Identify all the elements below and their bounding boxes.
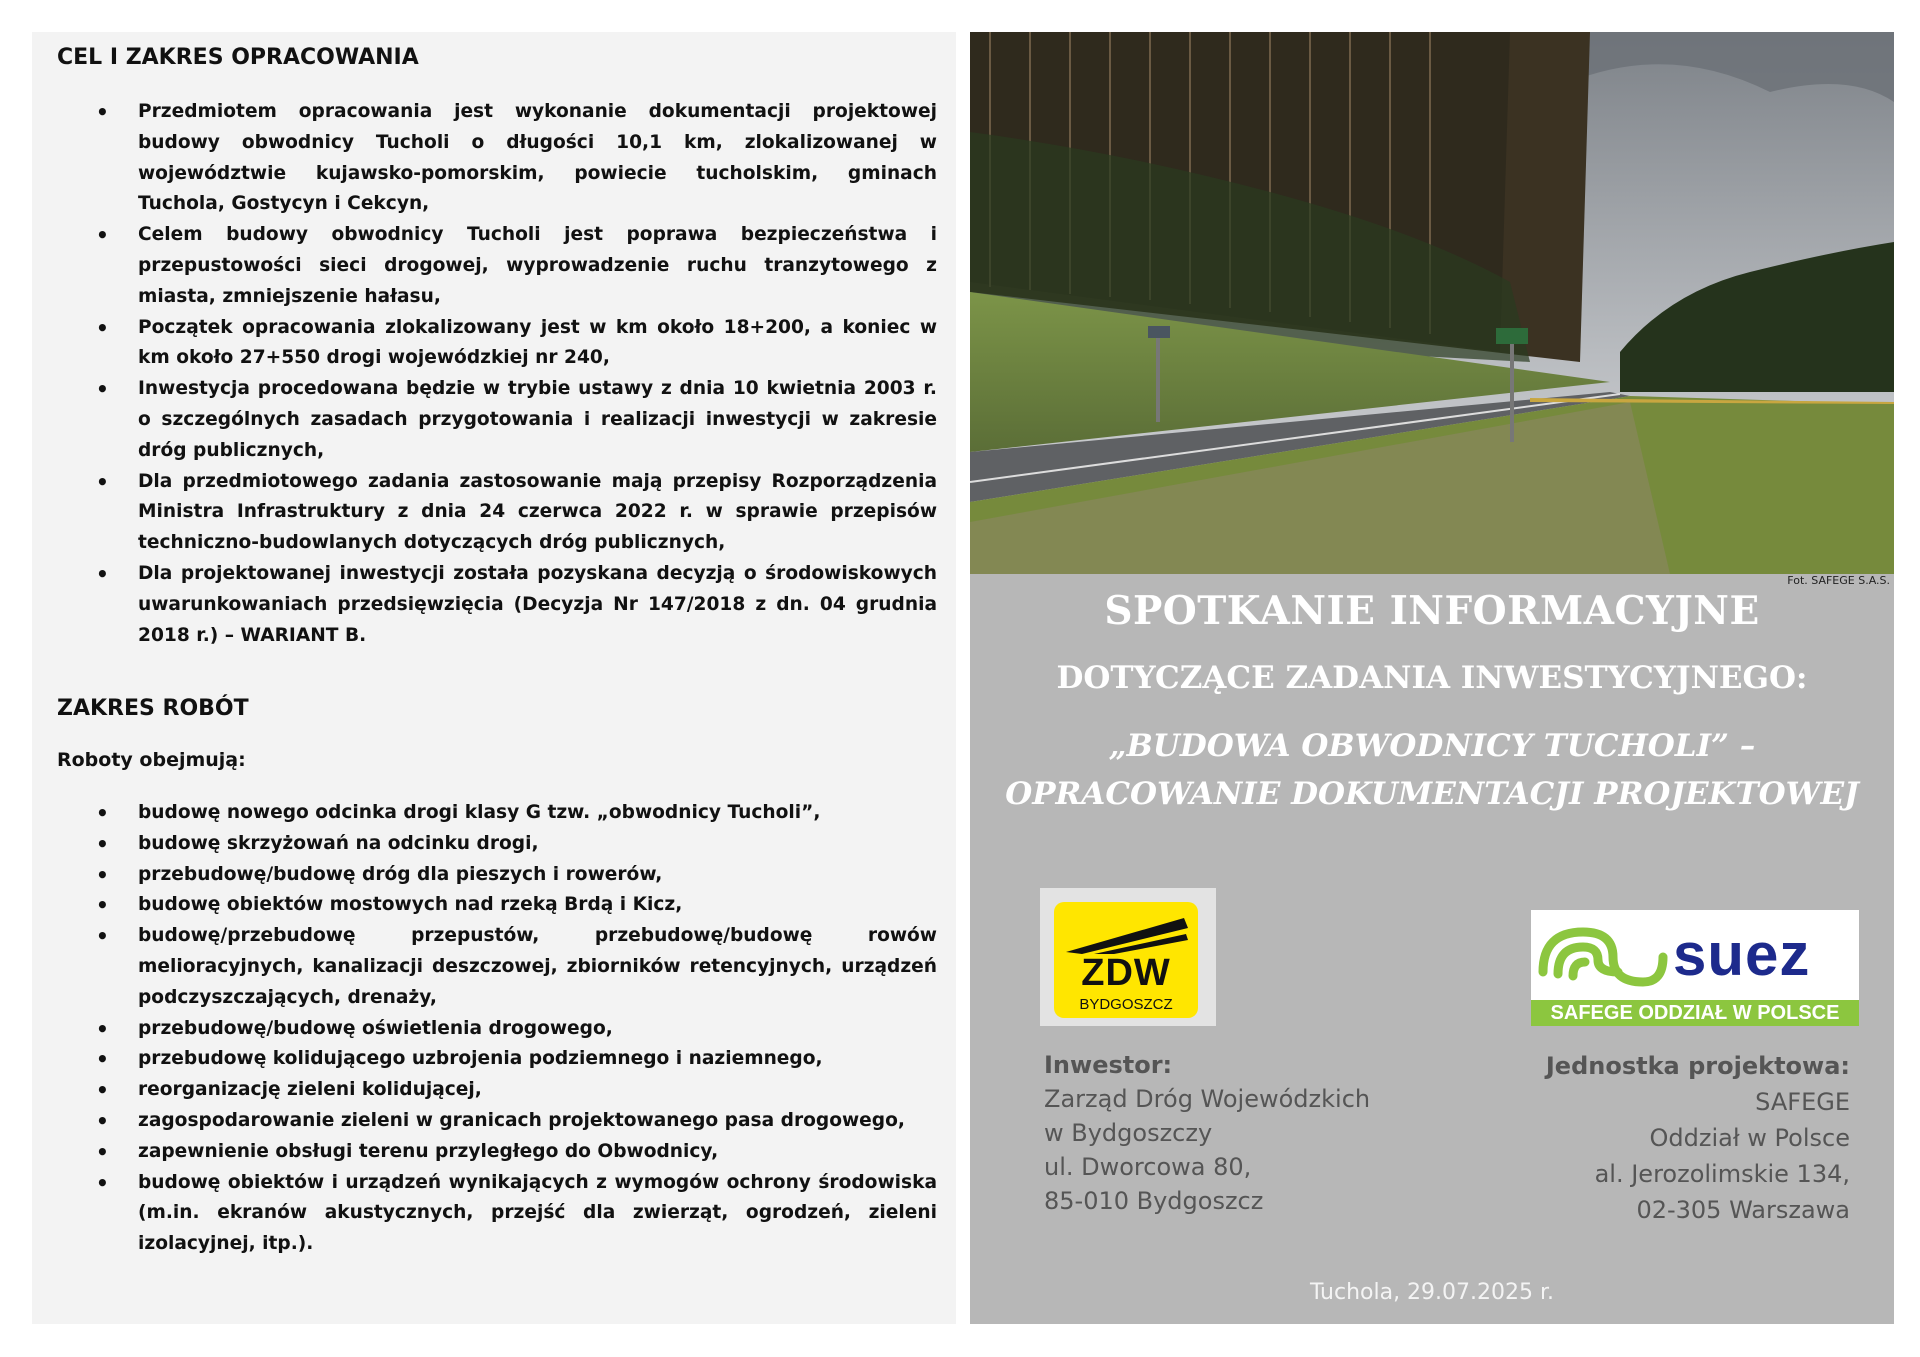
bullet-item: • przebudowę/budowę oświetlenia drogowego,	[32, 1014, 937, 1045]
zdw-logo-text: ZDW	[1081, 952, 1171, 994]
designer-heading: Jednostka projektowa:	[1545, 1052, 1850, 1080]
photo-caption: Fot. SAFEGE S.A.S.	[1787, 574, 1890, 587]
road-photo-illustration	[970, 32, 1894, 574]
bullet-item: • zapewnienie obsługi terenu przyległego do Obwodnicy,	[32, 1137, 937, 1168]
investor-line: 85-010 Bydgoszcz	[1044, 1187, 1264, 1215]
investor-line: w Bydgoszczy	[1044, 1119, 1213, 1147]
designer-line: al. Jerozolimskie 134,	[1594, 1160, 1850, 1188]
title-project: „BUDOWA OBWODNICY TUCHOLI” – OPRACOWANIE DOKUMENTACJI PROJEKTOWEJ	[1005, 728, 1859, 812]
investor-heading: Inwestor:	[1044, 1051, 1173, 1079]
bullet-item: • Dla przedmiotowego zadania zastosowanie mają przepisy Rozporządzenia Ministra Infrastruktury z dnia 24 czerwca 2022 r. w sprawie przepisów techniczno-budowlanych dotyczących dróg publicznych,	[32, 467, 937, 559]
bullet-item: • przebudowę/budowę dróg dla pieszych i rowerów,	[32, 860, 937, 891]
bullet-item: • budowę obiektów i urządzeń wynikających z wymogów ochrony środowiska (m.in. ekranów akustycznych, przejść dla zwierząt, ogrodzeń, zieleni izolacyjnej, itp.).	[32, 1168, 937, 1260]
bullet-item: • Dla projektowanej inwestycji została pozyskana decyzją o środowiskowych uwarunkowaniach przedsięwzięcia (Decyzja Nr 147/2018 z dn. 04 grudnia 2018 r.) – WARIANT B.	[32, 559, 937, 651]
title-sub: DOTYCZĄCE ZADANIA INWESTYCYJNEGO:	[1056, 660, 1808, 696]
footer-date: Tuchola, 29.07.2025 r.	[1309, 1280, 1555, 1305]
bullet-item: • reorganizację zieleni kolidującej,	[32, 1075, 937, 1106]
goal-bullet-list	[32, 97, 937, 651]
bullet-item: • budowę obiektów mostowych nad rzeką Brdą i Kicz,	[32, 890, 937, 921]
suez-logo-text: suez	[1673, 921, 1811, 988]
suez-swirl-icon	[1533, 912, 1673, 1002]
scope-lead-text: Roboty obejmują:	[57, 749, 246, 771]
bullet-item: • przebudowę kolidującego uzbrojenia podziemnego i naziemnego,	[32, 1044, 937, 1075]
scope-bullet-list	[32, 798, 937, 1260]
zdw-logo-subtext: BYDGOSZCZ	[1079, 996, 1173, 1013]
investor-line: Zarząd Dróg Wojewódzkich	[1044, 1085, 1371, 1113]
investor-block	[1044, 1048, 1370, 1218]
road-photo	[970, 32, 1894, 574]
bullet-item: • Inwestycja procedowana będzie w trybie ustawy z dnia 10 kwietnia 2003 r. o szczególnych zasadach przygotowania i realizacji inwestycji w zakresie dróg publicznych,	[32, 374, 937, 466]
zdw-road-icon	[1054, 904, 1198, 954]
designer-line: 02-305 Warszawa	[1636, 1196, 1850, 1224]
designer-line: SAFEGE	[1755, 1088, 1850, 1116]
bullet-item: • Celem budowy obwodnicy Tucholi jest poprawa bezpieczeństwa i przepustowości sieci drogowej, wyprowadzenie ruchu tranzytowego z miasta, zmniejszenie hałasu,	[32, 220, 937, 312]
zdw-logo-badge	[1054, 902, 1198, 1018]
right-panel	[970, 32, 1894, 1324]
bullet-item: • budowę nowego odcinka drogi klasy G tzw. „obwodnicy Tucholi”,	[32, 798, 937, 829]
bullet-item: • Początek opracowania zlokalizowany jest w km około 18+200, a koniec w km około 27+550 drogi wojewódzkiej nr 240,	[32, 313, 937, 375]
suez-logo-band: SAFEGE ODDZIAŁ W POLSCE	[1531, 1000, 1859, 1026]
section-title-goal: CEL I ZAKRES OPRACOWANIA	[57, 45, 419, 70]
designer-line: Oddział w Polsce	[1649, 1124, 1850, 1152]
bullet-item: • budowę/przebudowę przepustów, przebudowę/budowę rowów melioracyjnych, kanalizacji deszczowej, zbiorników retencyjnych, urządzeń podczyszczających, drenaży,	[32, 921, 937, 1013]
designer-block	[1546, 1048, 1850, 1228]
bullet-item: • budowę skrzyżowań na odcinku drogi,	[32, 829, 937, 860]
zdw-logo	[1040, 888, 1216, 1026]
suez-logo	[1531, 910, 1859, 1026]
left-panel	[32, 32, 956, 1324]
investor-line: ul. Dworcowa 80,	[1044, 1153, 1252, 1181]
title-main: SPOTKANIE INFORMACYJNE	[1104, 588, 1760, 634]
section-title-scope: ZAKRES ROBÓT	[57, 696, 249, 721]
bullet-item: • Przedmiotem opracowania jest wykonanie dokumentacji projektowej budowy obwodnicy Tucholi o długości 10,1 km, zlokalizowanej w województwie kujawsko-pomorskim, powiecie tucholskim, gminach Tuchola, Gostycyn i Cekcyn,	[32, 97, 937, 220]
bullet-item: • zagospodarowanie zieleni w granicach projektowanego pasa drogowego,	[32, 1106, 937, 1137]
